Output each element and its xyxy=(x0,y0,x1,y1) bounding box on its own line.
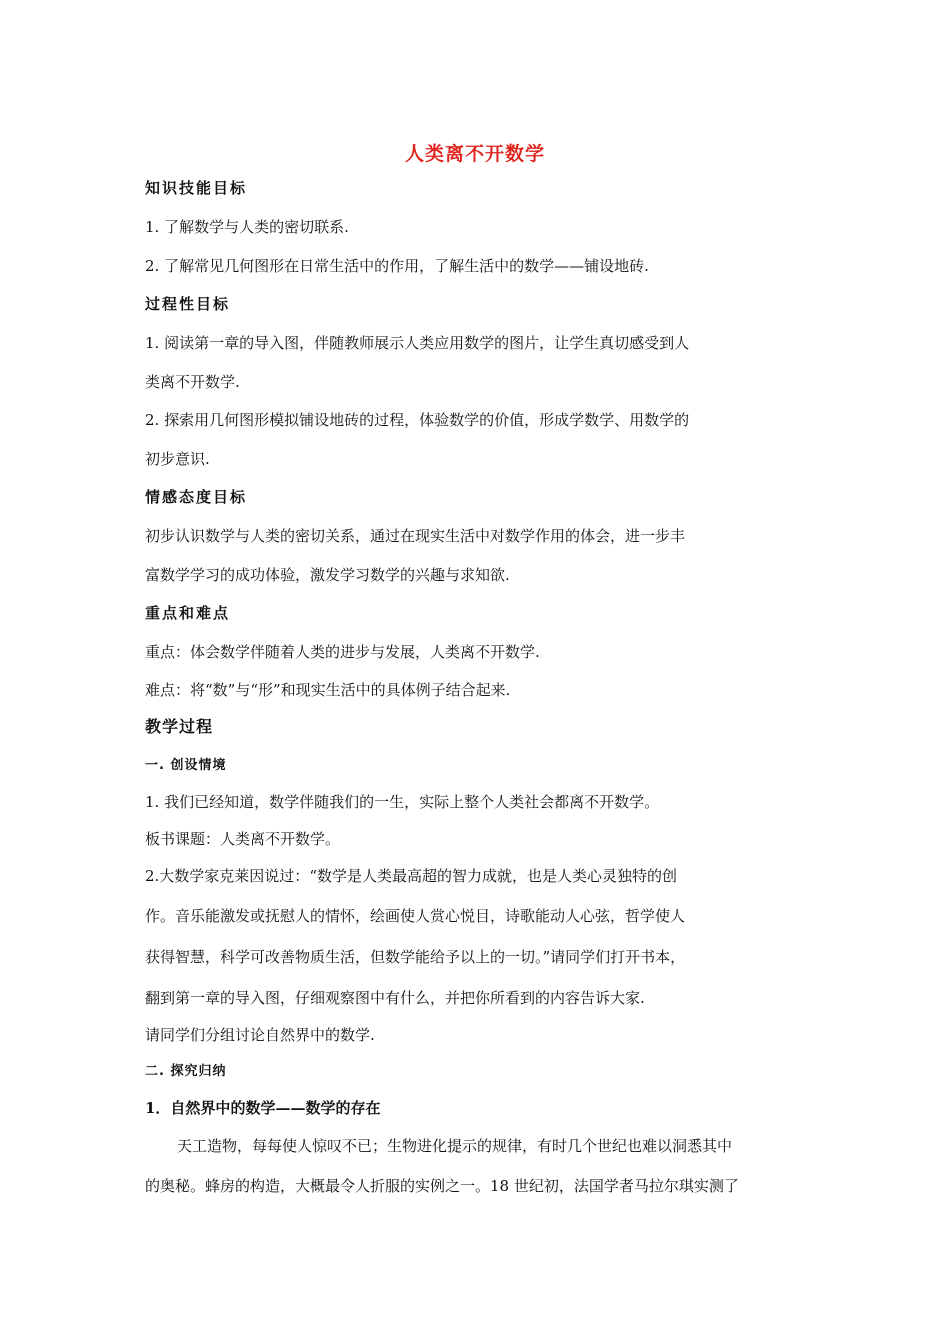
paragraph: 作。音乐能激发或抚慰人的情怀，绘画使人赏心悦目，诗歌能动人心弦，哲学使人 xyxy=(145,907,686,925)
paragraph: 难点：将“数”与“形”和现实生活中的具体例子结合起来. xyxy=(145,681,511,699)
paragraph: 2. 了解常见几何图形在日常生活中的作用，了解生活中的数学——铺设地砖. xyxy=(145,257,649,275)
paragraph: 2. 探索用几何图形模拟铺设地砖的过程，体验数学的价值，形成学数学、用数学的 xyxy=(145,411,690,429)
paragraph: 获得智慧，科学可改善物质生活，但数学能给予以上的一切。”请同学们打开书本， xyxy=(145,948,686,966)
paragraph: 初步认识数学与人类的密切关系，通过在现实生活中对数学作用的体会，进一步丰 xyxy=(145,527,686,545)
subheading: 1．自然界中的数学——数学的存在 xyxy=(145,1099,381,1117)
heading-process: 过程性目标 xyxy=(145,295,231,313)
heading-keypoints: 重点和难点 xyxy=(145,604,231,622)
paragraph: 1. 了解数学与人类的密切联系. xyxy=(145,218,349,236)
page-title: 人类离不开数学 xyxy=(404,143,545,165)
heading-teaching: 教学过程 xyxy=(145,717,214,736)
paragraph: 富数学学习的成功体验，激发学习数学的兴趣与求知欲. xyxy=(145,566,510,584)
paragraph: 的奥秘。蜂房的构造，大概最令人折服的实例之一。18 世纪初，法国学者马拉尔琪实测了 xyxy=(145,1177,739,1195)
paragraph: 重点：体会数学伴随着人类的进步与发展，人类离不开数学. xyxy=(145,643,540,661)
paragraph: 1. 我们已经知道，数学伴随我们的一生，实际上整个人类社会都离不开数学。 xyxy=(145,793,660,811)
paragraph: 1. 阅读第一章的导入图，伴随教师展示人类应用数学的图片，让学生真切感受到人 xyxy=(145,334,690,352)
paragraph: 2.大数学家克莱因说过：“数学是人类最高超的智力成就，也是人类心灵独特的创 xyxy=(145,867,677,885)
paragraph: 类离不开数学. xyxy=(145,373,240,391)
paragraph: 请同学们分组讨论自然界中的数学. xyxy=(145,1026,375,1044)
heading-knowledge: 知识技能目标 xyxy=(145,179,248,197)
heading-emotion: 情感态度目标 xyxy=(145,488,248,506)
heading-part1: 一. 创设情境 xyxy=(145,758,227,773)
paragraph: 天工造物，每每使人惊叹不已；生物进化提示的规律，有时几个世纪也难以洞悉其中 xyxy=(177,1137,733,1155)
paragraph: 板书课题：人类离不开数学。 xyxy=(145,830,341,848)
heading-part2: 二. 探究归纳 xyxy=(145,1064,227,1079)
paragraph: 初步意识. xyxy=(145,450,210,468)
paragraph: 翻到第一章的导入图，仔细观察图中有什么，并把你所看到的内容告诉大家. xyxy=(145,989,645,1007)
